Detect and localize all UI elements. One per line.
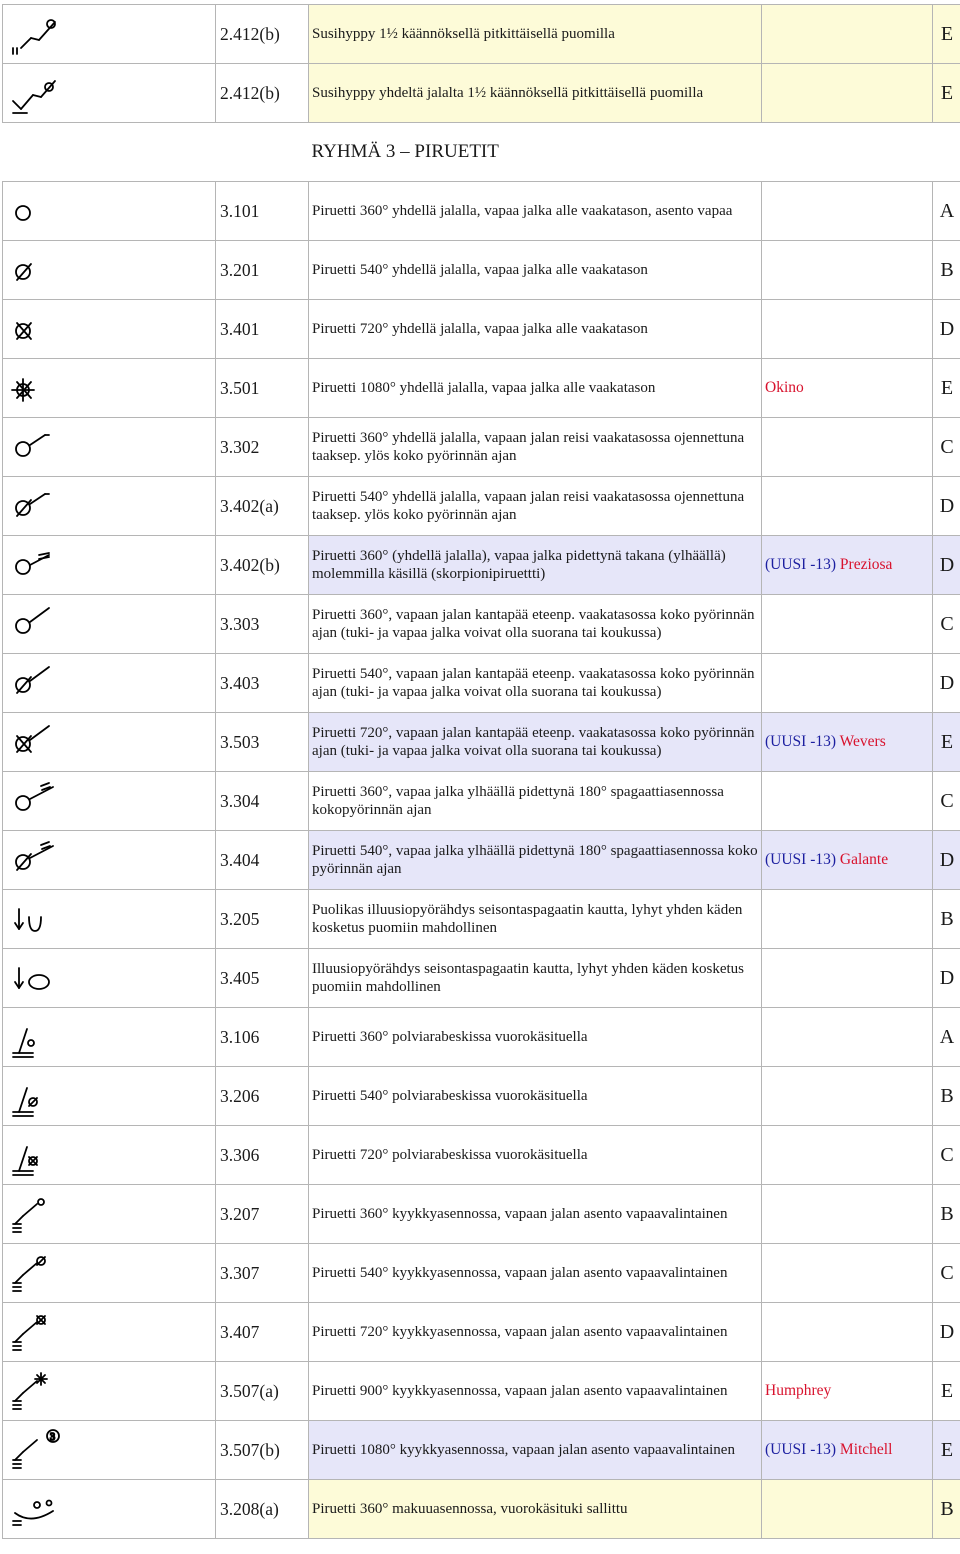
gymnast-name: Preziosa <box>839 555 893 573</box>
difficulty-value: E <box>933 1362 960 1421</box>
new-badge: (UUSI -13) <box>765 1440 837 1458</box>
symbol-cell <box>3 654 216 713</box>
symbol-cell <box>3 1421 216 1480</box>
difficulty-value: D <box>933 1303 960 1362</box>
element-code: 3.106 <box>216 1008 309 1067</box>
symbol-cell <box>3 1185 216 1244</box>
element-code: 3.306 <box>216 1126 309 1185</box>
element-note <box>762 1480 933 1539</box>
circle-slash-split-icon <box>9 836 69 884</box>
knee-arabesque-slash-icon <box>9 1072 69 1120</box>
element-note <box>762 890 933 949</box>
element-row <box>3 64 960 123</box>
element-note <box>762 949 933 1008</box>
circle-cross-icon <box>9 305 69 353</box>
element-code: 3.501 <box>216 359 309 418</box>
difficulty-value: A <box>933 182 960 241</box>
element-note <box>762 1067 933 1126</box>
circle-split-icon <box>9 777 69 825</box>
element-code: 3.307 <box>216 1244 309 1303</box>
gymnast-name: Mitchell <box>839 1440 893 1458</box>
circle-cross-leg-front-icon <box>9 718 69 766</box>
symbol-cell <box>3 1126 216 1185</box>
element-row <box>3 595 960 654</box>
element-row <box>3 654 960 713</box>
element-row <box>3 1362 960 1421</box>
element-row <box>3 241 960 300</box>
element-row <box>3 772 960 831</box>
squat-turn-icon <box>9 1190 69 1238</box>
svg-text:3: 3 <box>50 1432 55 1443</box>
element-description: Piruetti 540° polviarabeskissa vuorokäsituella <box>309 1067 762 1126</box>
element-note <box>762 713 933 772</box>
circle-slash-leg-back-icon <box>9 482 69 530</box>
symbol-cell <box>3 418 216 477</box>
new-badge: (UUSI -13) <box>765 732 837 750</box>
element-note <box>762 1126 933 1185</box>
difficulty-value: C <box>933 1244 960 1303</box>
element-description: Piruetti 720° yhdellä jalalla, vapaa jalka alle vaakatason <box>309 300 762 359</box>
gymnast-name: Wevers <box>839 732 886 750</box>
element-code: 3.302 <box>216 418 309 477</box>
element-description: Piruetti 360° (yhdellä jalalla), vapaa jalka pidettynä takana (ylhäällä) molemmilla käsillä (skorpionipiruettti) <box>309 536 762 595</box>
element-row <box>3 182 960 241</box>
symbol-cell <box>3 1067 216 1126</box>
element-code: 2.412(b) <box>216 64 309 123</box>
element-code: 3.407 <box>216 1303 309 1362</box>
element-description: Piruetti 360° yhdellä jalalla, vapaan jalan reisi vaakatasossa ojennettuna taaksep. ylös koko pyörinnän ajan <box>309 418 762 477</box>
circle-leg-back-icon <box>9 423 69 471</box>
element-code: 3.404 <box>216 831 309 890</box>
difficulty-value: D <box>933 949 960 1008</box>
new-badge: (UUSI -13) <box>765 850 837 868</box>
symbol-cell <box>3 772 216 831</box>
element-code: 3.503 <box>216 713 309 772</box>
circle-slash-icon <box>9 246 69 294</box>
element-row <box>3 1480 960 1539</box>
element-note <box>762 1421 933 1480</box>
element-note <box>762 418 933 477</box>
gymnast-name: Galante <box>839 850 889 868</box>
symbol-cell <box>3 1303 216 1362</box>
group-header-row <box>3 123 960 182</box>
element-row <box>3 1008 960 1067</box>
illusion-icon <box>9 954 69 1002</box>
element-description: Piruetti 360°, vapaan jalan kantapää eteenp. vaakatasossa koko pyörinnän ajan (tuki- ja vapaa jalka voivat olla suorana tai koukussa) <box>309 595 762 654</box>
group-title: RYHMÄ 3 – PIRUETIT <box>311 140 499 162</box>
difficulty-value: D <box>933 831 960 890</box>
squat-turn-slash-icon <box>9 1249 69 1297</box>
difficulty-value: A <box>933 1008 960 1067</box>
element-description: Piruetti 540°, vapaa jalka ylhäällä pidettynä 180° spagaattiasennossa koko pyörinnän ajan <box>309 831 762 890</box>
element-description: Piruetti 360° polviarabeskissa vuorokäsituella <box>309 1008 762 1067</box>
symbol-cell <box>3 536 216 595</box>
symbol-cell <box>3 713 216 772</box>
element-code: 3.208(a) <box>216 1480 309 1539</box>
difficulty-value: D <box>933 477 960 536</box>
element-description: Piruetti 720° kyykkyasennossa, vapaan jalan asento vapaavalintainen <box>309 1303 762 1362</box>
symbol-cell <box>3 241 216 300</box>
new-badge: (UUSI -13) <box>765 555 837 573</box>
knee-arabesque-cross-icon <box>9 1131 69 1179</box>
difficulty-value: D <box>933 654 960 713</box>
knee-arabesque-icon <box>9 1013 69 1061</box>
element-note <box>762 5 933 64</box>
difficulty-value: E <box>933 64 960 123</box>
element-note <box>762 1185 933 1244</box>
element-description: Piruetti 540° yhdellä jalalla, vapaa jalka alle vaakatason <box>309 241 762 300</box>
squat-turn-star-icon <box>9 1367 69 1415</box>
element-description: Piruetti 1080° kyykkyasennossa, vapaan jalan asento vapaavalintainen <box>309 1421 762 1480</box>
gymnast-name: Humphrey <box>765 1381 832 1399</box>
element-row <box>3 536 960 595</box>
circle-star-icon <box>9 364 69 412</box>
element-row <box>3 5 960 64</box>
symbol-cell <box>3 5 216 64</box>
element-note <box>762 300 933 359</box>
element-description: Piruetti 900° kyykkyasennossa, vapaan jalan asento vapaavalintainen <box>309 1362 762 1421</box>
element-note <box>762 359 933 418</box>
element-row <box>3 890 960 949</box>
elements-table <box>2 4 960 1539</box>
circle-leg-front-icon <box>9 600 69 648</box>
difficulty-value: C <box>933 1126 960 1185</box>
symbol-cell <box>3 595 216 654</box>
element-code: 3.303 <box>216 595 309 654</box>
element-code: 3.207 <box>216 1185 309 1244</box>
squat-turn-cross-icon <box>9 1308 69 1356</box>
element-row <box>3 418 960 477</box>
element-description: Piruetti 720° polviarabeskissa vuorokäsituella <box>309 1126 762 1185</box>
symbol-cell <box>3 1362 216 1421</box>
element-note <box>762 182 933 241</box>
element-code: 3.206 <box>216 1067 309 1126</box>
element-row <box>3 949 960 1008</box>
element-description: Puolikas illuusiopyörähdys seisontaspagaatin kautta, lyhyt yhden käden kosketus puomiin mahdollinen <box>309 890 762 949</box>
difficulty-value: D <box>933 300 960 359</box>
symbol-cell <box>3 890 216 949</box>
difficulty-value: E <box>933 5 960 64</box>
difficulty-value: C <box>933 418 960 477</box>
circle-leg-held-icon <box>9 541 69 589</box>
difficulty-value: B <box>933 890 960 949</box>
symbol-cell <box>3 949 216 1008</box>
element-code: 3.403 <box>216 654 309 713</box>
element-row <box>3 1185 960 1244</box>
element-code: 3.507(a) <box>216 1362 309 1421</box>
element-code: 3.402(b) <box>216 536 309 595</box>
element-description: Piruetti 540° kyykkyasennossa, vapaan jalan asento vapaavalintainen <box>309 1244 762 1303</box>
element-note <box>762 654 933 713</box>
element-description: Piruetti 360° kyykkyasennossa, vapaan jalan asento vapaavalintainen <box>309 1185 762 1244</box>
element-row <box>3 1421 960 1480</box>
element-code: 3.205 <box>216 890 309 949</box>
difficulty-value: B <box>933 1185 960 1244</box>
element-note <box>762 595 933 654</box>
difficulty-value: B <box>933 1067 960 1126</box>
element-row <box>3 1244 960 1303</box>
symbol-cell <box>3 182 216 241</box>
element-row <box>3 1067 960 1126</box>
difficulty-value: C <box>933 595 960 654</box>
difficulty-value: E <box>933 713 960 772</box>
element-row <box>3 831 960 890</box>
symbol-cell <box>3 477 216 536</box>
element-description: Piruetti 360° makuuasennossa, vuorokäsituki sallittu <box>309 1480 762 1539</box>
symbol-cell <box>3 1008 216 1067</box>
element-note <box>762 831 933 890</box>
element-note <box>762 241 933 300</box>
symbol-cell <box>3 359 216 418</box>
symbol-cell <box>3 64 216 123</box>
difficulty-value: E <box>933 1421 960 1480</box>
element-code: 3.201 <box>216 241 309 300</box>
supine-turn-icon <box>9 1485 69 1533</box>
element-row <box>3 1303 960 1362</box>
symbol-cell <box>3 1480 216 1539</box>
element-note <box>762 536 933 595</box>
symbol-cell <box>3 300 216 359</box>
symbol-cell <box>3 1244 216 1303</box>
gymnast-name: Okino <box>765 378 804 396</box>
element-row <box>3 300 960 359</box>
half-illusion-icon <box>9 895 69 943</box>
element-description: Piruetti 360°, vapaa jalka ylhäällä pidettynä 180° spagaattiasennossa kokopyörinnän ajan <box>309 772 762 831</box>
element-description: Piruetti 1080° yhdellä jalalla, vapaa jalka alle vaakatason <box>309 359 762 418</box>
difficulty-value: C <box>933 772 960 831</box>
difficulty-value: B <box>933 241 960 300</box>
element-note <box>762 1008 933 1067</box>
circle-icon <box>9 187 69 235</box>
difficulty-value: D <box>933 536 960 595</box>
element-note <box>762 1303 933 1362</box>
element-code: 3.402(a) <box>216 477 309 536</box>
element-description: Piruetti 540° yhdellä jalalla, vapaan jalan reisi vaakatasossa ojennettuna taaksep. ylös koko pyörinnän ajan <box>309 477 762 536</box>
element-code: 3.507(b) <box>216 1421 309 1480</box>
element-row <box>3 1126 960 1185</box>
element-code: 3.401 <box>216 300 309 359</box>
element-code: 3.405 <box>216 949 309 1008</box>
element-note <box>762 1362 933 1421</box>
element-code: 3.304 <box>216 772 309 831</box>
element-description: Illuusiopyörähdys seisontaspagaatin kautta, lyhyt yhden käden kosketus puomiin mahdollinen <box>309 949 762 1008</box>
difficulty-value: E <box>933 359 960 418</box>
element-code: 3.101 <box>216 182 309 241</box>
element-note <box>762 772 933 831</box>
element-description: Susihyppy yhdeltä jalalta 1½ käännöksellä pitkittäisellä puomilla <box>309 64 762 123</box>
element-note <box>762 1244 933 1303</box>
element-description: Piruetti 360° yhdellä jalalla, vapaa jalka alle vaakatason, asento vapaa <box>309 182 762 241</box>
element-note <box>762 64 933 123</box>
element-row <box>3 477 960 536</box>
element-description: Susihyppy 1½ käännöksellä pitkittäisellä puomilla <box>309 5 762 64</box>
squat-turn-three-icon <box>9 1426 69 1474</box>
drag-leap-half-turn-icon <box>9 10 69 58</box>
drag-leap-one-foot-icon <box>9 69 69 117</box>
element-description: Piruetti 720°, vapaan jalan kantapää eteenp. vaakatasossa koko pyörinnän ajan (tuki- ja vapaa jalka voivat olla suorana tai koukussa) <box>309 713 762 772</box>
element-row <box>3 359 960 418</box>
difficulty-value: B <box>933 1480 960 1539</box>
element-note <box>762 477 933 536</box>
element-code: 2.412(b) <box>216 5 309 64</box>
symbol-cell <box>3 831 216 890</box>
circle-slash-leg-front-icon <box>9 659 69 707</box>
element-row <box>3 713 960 772</box>
element-description: Piruetti 540°, vapaan jalan kantapää eteenp. vaakatasossa koko pyörinnän ajan (tuki- ja vapaa jalka voivat olla suorana tai koukussa) <box>309 654 762 713</box>
